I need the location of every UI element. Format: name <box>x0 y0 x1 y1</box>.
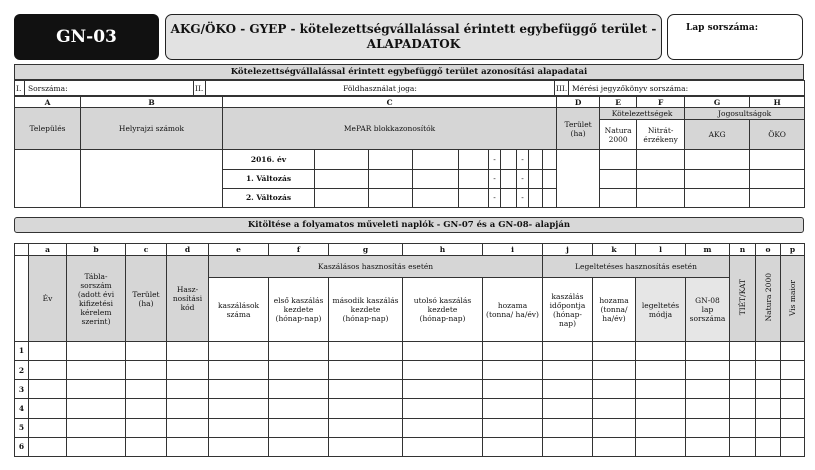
cell[interactable] <box>329 341 403 360</box>
cell[interactable] <box>756 437 781 456</box>
identification-row <box>14 80 805 96</box>
cell[interactable] <box>126 437 167 456</box>
col-letter: l <box>636 244 686 256</box>
cell[interactable] <box>483 418 543 437</box>
cell[interactable] <box>781 437 805 456</box>
cell[interactable] <box>269 380 329 399</box>
header-terulet: Terület (ha) <box>557 108 600 150</box>
cell[interactable] <box>29 380 67 399</box>
header-kotelezettsegek: Kötelezettségek <box>600 108 685 120</box>
row-i-label: I. <box>15 81 25 96</box>
cell[interactable] <box>67 341 126 360</box>
mepar-cell[interactable] <box>413 169 459 188</box>
mepar-dash: - <box>517 150 529 169</box>
mepar-cell[interactable] <box>543 169 557 188</box>
cell[interactable] <box>29 399 67 418</box>
col-letter-e: E <box>600 97 637 108</box>
mepar-cell[interactable] <box>501 150 517 169</box>
cell[interactable] <box>730 418 756 437</box>
oko-cell[interactable] <box>750 169 805 188</box>
row-number: 2 <box>15 361 29 380</box>
row-iii-label: III. <box>555 81 569 96</box>
mepar-cell[interactable] <box>369 150 413 169</box>
sorszama-field[interactable]: Sorszáma: <box>25 81 194 96</box>
mepar-cell[interactable] <box>529 188 543 207</box>
row-ii-label: II. <box>194 81 206 96</box>
cell[interactable] <box>167 437 209 456</box>
form-code: GN-03 <box>14 14 159 60</box>
header-hozama: hozama (tonna/ ha/év) <box>483 278 543 342</box>
col-letter: a <box>29 244 67 256</box>
cell[interactable] <box>636 341 686 360</box>
cell[interactable] <box>781 418 805 437</box>
cell[interactable] <box>269 418 329 437</box>
natura-cell[interactable] <box>600 188 637 207</box>
cell[interactable] <box>67 418 126 437</box>
cell[interactable] <box>67 399 126 418</box>
header-utolso-kaszalas: utolsó kaszálás kezdete (hónap-nap) <box>403 278 483 342</box>
header-natura2000: Natura 2000 <box>756 256 781 342</box>
cell[interactable] <box>686 418 730 437</box>
table-row <box>15 380 805 399</box>
cell[interactable] <box>686 437 730 456</box>
header-kaszalas-idopontja: kaszálás időpontja (hónap- nap) <box>543 278 593 342</box>
col-letter: o <box>756 244 781 256</box>
header-mepar: MePAR blokkazonosítók <box>223 108 557 150</box>
cell[interactable] <box>636 437 686 456</box>
cell[interactable] <box>781 341 805 360</box>
cell[interactable] <box>329 418 403 437</box>
col-letter-d: D <box>557 97 600 108</box>
col-letter: j <box>543 244 593 256</box>
cell[interactable] <box>593 361 636 380</box>
cell[interactable] <box>67 380 126 399</box>
cell[interactable] <box>756 380 781 399</box>
cell[interactable] <box>126 418 167 437</box>
akg-cell[interactable] <box>685 188 750 207</box>
cell[interactable] <box>686 380 730 399</box>
cell[interactable] <box>167 341 209 360</box>
mepar-dash: - <box>489 188 501 207</box>
mepar-cell[interactable] <box>459 150 489 169</box>
cell[interactable] <box>209 399 269 418</box>
mepar-cell[interactable] <box>315 188 369 207</box>
mepar-cell[interactable] <box>369 188 413 207</box>
section2-title: Kitöltése a folyamatos műveleti naplók - GN-07 és a GN-08- alapján <box>14 217 804 233</box>
cell[interactable] <box>781 380 805 399</box>
page-number-box[interactable] <box>667 14 803 60</box>
table-row <box>15 361 805 380</box>
col-letter: c <box>126 244 167 256</box>
cell[interactable] <box>167 361 209 380</box>
cell[interactable] <box>126 399 167 418</box>
cell[interactable] <box>730 361 756 380</box>
akg-cell[interactable] <box>685 150 750 169</box>
mepar-dash: - <box>489 150 501 169</box>
cell[interactable] <box>781 399 805 418</box>
header-akg: AKG <box>685 120 750 150</box>
nitrat-cell[interactable] <box>637 188 685 207</box>
cell[interactable] <box>686 361 730 380</box>
cell[interactable] <box>636 399 686 418</box>
header-hozama2: hozama (tonna/ ha/év) <box>593 278 636 342</box>
row-number: 1 <box>15 341 29 360</box>
natura-cell[interactable] <box>600 169 637 188</box>
mepar-cell[interactable] <box>529 169 543 188</box>
mepar-cell[interactable] <box>529 150 543 169</box>
cell[interactable] <box>636 361 686 380</box>
cell[interactable] <box>756 361 781 380</box>
col-letter: f <box>269 244 329 256</box>
header-telepules: Település <box>15 108 81 150</box>
header-gn08: GN-08 lap sorszáma <box>686 278 730 342</box>
header-hasznositasi: Hasz- nosítási kód <box>167 256 209 342</box>
section1-title: Kötelezettségvállalással érintett egybefüggő terület azonosítási alapadatai <box>14 64 804 80</box>
mepar-cell[interactable] <box>315 150 369 169</box>
cell[interactable] <box>29 341 67 360</box>
mepar-cell[interactable] <box>315 169 369 188</box>
cell[interactable] <box>209 361 269 380</box>
header-kaszalasok-szama: kaszálások száma <box>209 278 269 342</box>
cell[interactable] <box>543 341 593 360</box>
table-row <box>15 418 805 437</box>
cell[interactable] <box>483 380 543 399</box>
cell[interactable] <box>483 361 543 380</box>
col-letter-g: G <box>685 97 750 108</box>
meresi-jegyzokonyv-field[interactable]: Mérési jegyzőkönyv sorszáma: <box>569 81 805 96</box>
cell[interactable] <box>269 341 329 360</box>
cell[interactable] <box>593 437 636 456</box>
mepar-cell[interactable] <box>543 150 557 169</box>
mepar-dash: - <box>517 169 529 188</box>
header-oko: ÖKO <box>750 120 805 150</box>
cell[interactable] <box>756 418 781 437</box>
cell[interactable] <box>269 361 329 380</box>
row-number: 3 <box>15 380 29 399</box>
row-number: 5 <box>15 418 29 437</box>
cell[interactable] <box>29 418 67 437</box>
cell[interactable] <box>329 437 403 456</box>
cell[interactable] <box>593 380 636 399</box>
header-kaszalasos: Kaszálásos hasznosítás esetén <box>209 256 543 278</box>
mepar-cell[interactable] <box>369 169 413 188</box>
cell[interactable] <box>209 418 269 437</box>
nitrat-cell[interactable] <box>637 169 685 188</box>
header-tabla: Tábla- sorszám (adott évi kifizetési kérelem szerint) <box>67 256 126 342</box>
oko-cell[interactable] <box>750 150 805 169</box>
cell[interactable] <box>403 437 483 456</box>
cell[interactable] <box>209 380 269 399</box>
row-label-2016: 2016. év <box>223 150 315 169</box>
cell[interactable] <box>730 399 756 418</box>
form-title-line2: ALAPADATOK <box>366 37 461 51</box>
cell[interactable] <box>167 418 209 437</box>
col-letter: p <box>781 244 805 256</box>
col-letter: i <box>483 244 543 256</box>
row-label-valtozas-2: 2. Változás <box>223 188 315 207</box>
form-title <box>165 14 662 60</box>
cell[interactable] <box>167 380 209 399</box>
cell[interactable] <box>126 361 167 380</box>
header-ev: Év <box>29 256 67 342</box>
cell[interactable] <box>781 361 805 380</box>
header-terulet2: Terület (ha) <box>126 256 167 342</box>
col-letter: k <box>593 244 636 256</box>
cell[interactable] <box>403 418 483 437</box>
cell[interactable] <box>403 399 483 418</box>
col-letter-a: A <box>15 97 81 108</box>
col-letter: b <box>67 244 126 256</box>
cell[interactable] <box>403 341 483 360</box>
cell[interactable] <box>686 341 730 360</box>
hrsz-cell[interactable] <box>81 150 223 208</box>
natura-cell[interactable] <box>600 150 637 169</box>
cell[interactable] <box>403 380 483 399</box>
col-letter-b: B <box>81 97 223 108</box>
cell[interactable] <box>636 380 686 399</box>
cell[interactable] <box>483 341 543 360</box>
cell[interactable] <box>543 437 593 456</box>
terulet-cell[interactable] <box>557 150 600 208</box>
cell[interactable] <box>686 399 730 418</box>
cell[interactable] <box>593 341 636 360</box>
header-jogosultsagok: Jogosultságok <box>685 108 805 120</box>
col-letter: h <box>403 244 483 256</box>
cell[interactable] <box>636 418 686 437</box>
header-nitrat: Nitrát-érzékeny <box>637 120 685 150</box>
cell[interactable] <box>269 437 329 456</box>
cell[interactable] <box>543 361 593 380</box>
cell[interactable] <box>67 361 126 380</box>
header-elso-kaszalas: első kaszálás kezdete (hónap-nap) <box>269 278 329 342</box>
header-masodik-kaszalas: második kaszálás kezdete (hónap-nap) <box>329 278 403 342</box>
cell[interactable] <box>730 380 756 399</box>
nitrat-cell[interactable] <box>637 150 685 169</box>
mepar-cell[interactable] <box>459 188 489 207</box>
cell[interactable] <box>269 399 329 418</box>
header-hrsz: Helyrajzi számok <box>81 108 223 150</box>
mepar-cell[interactable] <box>501 188 517 207</box>
mepar-cell[interactable] <box>543 188 557 207</box>
header-natura: Natura 2000 <box>600 120 637 150</box>
cell[interactable] <box>756 399 781 418</box>
cell[interactable] <box>329 399 403 418</box>
cell[interactable] <box>329 361 403 380</box>
cell[interactable] <box>209 437 269 456</box>
table-row <box>15 399 805 418</box>
cell[interactable] <box>730 341 756 360</box>
col-letter-f: F <box>637 97 685 108</box>
cell[interactable] <box>403 361 483 380</box>
cell[interactable] <box>756 341 781 360</box>
cell[interactable] <box>329 380 403 399</box>
page-number-label: Lap sorszáma: <box>686 23 759 33</box>
mepar-dash: - <box>489 169 501 188</box>
identification-table <box>14 96 805 208</box>
table-row <box>15 437 805 456</box>
row-label-valtozas-1: 1. Változás <box>223 169 315 188</box>
row-number: 6 <box>15 437 29 456</box>
mepar-dash: - <box>517 188 529 207</box>
mepar-cell[interactable] <box>459 169 489 188</box>
akg-cell[interactable] <box>685 169 750 188</box>
cell[interactable] <box>543 418 593 437</box>
cell[interactable] <box>730 437 756 456</box>
col-letter: m <box>686 244 730 256</box>
header-vis-maior: Vis maior <box>781 256 805 342</box>
cell[interactable] <box>209 341 269 360</box>
col-letter: e <box>209 244 269 256</box>
col-letter: n <box>730 244 756 256</box>
col-letter: d <box>167 244 209 256</box>
header-tiet: TIÉT/KAT <box>730 256 756 342</box>
foldhasznalat-field[interactable]: Földhasználat joga: <box>206 81 555 96</box>
cell[interactable] <box>29 437 67 456</box>
mepar-cell[interactable] <box>413 188 459 207</box>
table-row <box>15 341 805 360</box>
operations-table <box>14 243 805 457</box>
cell[interactable] <box>543 399 593 418</box>
mepar-cell[interactable] <box>413 150 459 169</box>
col-letter-h: H <box>750 97 805 108</box>
header-legeltetes-modja: legeltetés módja <box>636 278 686 342</box>
cell[interactable] <box>543 380 593 399</box>
cell[interactable] <box>126 341 167 360</box>
cell[interactable] <box>593 399 636 418</box>
col-letter-c: C <box>223 97 557 108</box>
cell[interactable] <box>29 361 67 380</box>
telepules-cell[interactable] <box>15 150 81 208</box>
oko-cell[interactable] <box>750 188 805 207</box>
form-title-line1: AKG/ÖKO - GYEP - kötelezettségvállalással érintett egybefüggő terület - <box>170 22 657 36</box>
cell[interactable] <box>593 418 636 437</box>
mepar-cell[interactable] <box>501 169 517 188</box>
header-legelteteses: Legeltetéses hasznosítás esetén <box>543 256 730 278</box>
cell[interactable] <box>67 437 126 456</box>
col-letter: g <box>329 244 403 256</box>
cell[interactable] <box>483 399 543 418</box>
cell[interactable] <box>167 399 209 418</box>
cell[interactable] <box>126 380 167 399</box>
row-number: 4 <box>15 399 29 418</box>
cell[interactable] <box>483 437 543 456</box>
